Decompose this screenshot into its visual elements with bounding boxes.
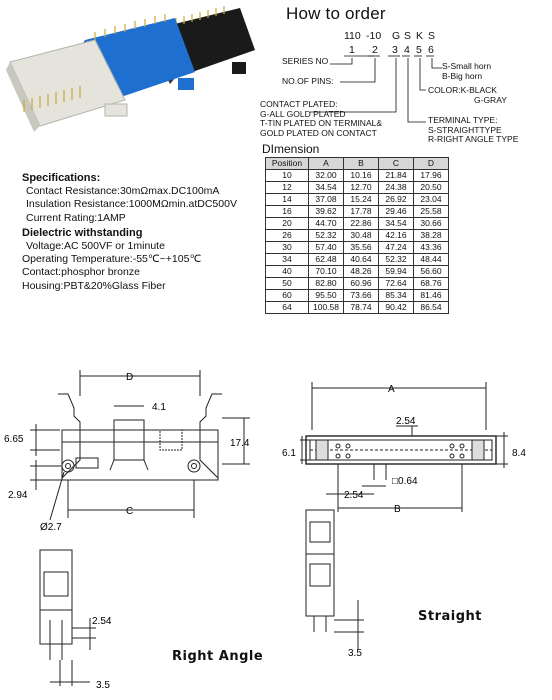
caption-straight: Straight [418, 609, 482, 624]
spec-voltage: Voltage:AC 500VF or 1minute [26, 240, 165, 253]
dimension-cell: 26 [266, 230, 309, 242]
dimension-cell: 59.94 [379, 266, 414, 278]
dimension-cell: 82.80 [309, 278, 344, 290]
label-contact-plated: CONTACT PLATED: G-ALL GOLD PLATED T-TIN PLATED ON TERMINAL& GOLD PLATED ON CONTACT [260, 99, 383, 138]
spec-insulation-resistance: Insulation Resistance:1000MΩmin.atDC500V [26, 198, 237, 211]
dim-label-d2-7: Ø2.7 [40, 522, 62, 533]
spec-operating-temperature: Operating Temperature:-55℃~+105℃ [22, 253, 202, 266]
code-contact: G [392, 30, 401, 42]
dimension-header-row [266, 158, 449, 170]
dimension-cell: 20.50 [414, 182, 449, 194]
dimension-row [266, 278, 449, 290]
dimension-cell: 60.96 [344, 278, 379, 290]
dimension-cell: 85.34 [379, 290, 414, 302]
dimension-cell: 30.48 [344, 230, 379, 242]
dimension-cell: 10.16 [344, 170, 379, 182]
dimension-cell: 73.66 [344, 290, 379, 302]
label-horn: S-Small horn B-Big horn [442, 61, 492, 81]
label-series-no: SERIES NO [282, 56, 329, 66]
dimension-cell: 52.32 [309, 230, 344, 242]
spec-contact-material: Contact:phosphor bronze [22, 266, 140, 279]
dim-label-3-5-straight: 3.5 [348, 648, 362, 659]
dimension-cell: 42.16 [379, 230, 414, 242]
dim-label-2-54-top: 2.54 [396, 416, 416, 427]
dimension-cell: 12 [266, 182, 309, 194]
dim-label-3-5-right: 3.5 [96, 680, 110, 691]
dimension-row [266, 230, 449, 242]
dim-label-d: D [126, 372, 134, 383]
dimension-row [266, 182, 449, 194]
dimension-row [266, 290, 449, 302]
dimension-cell: 17.96 [414, 170, 449, 182]
dimension-cell: 15.24 [344, 194, 379, 206]
dimension-cell: 62.48 [309, 254, 344, 266]
label-terminal-type: TERMINAL TYPE: S-STRAIGHTTYPE R-RIGHT ANGLE TYPE [428, 115, 519, 144]
label-no-of-pins: NO.OF PINS: [282, 76, 334, 86]
dimension-cell: 70.10 [309, 266, 344, 278]
dimension-cell: 95.50 [309, 290, 344, 302]
dimension-row [266, 266, 449, 278]
dimension-cell: 48.44 [414, 254, 449, 266]
how-to-order-title: How to order [286, 4, 386, 23]
index-4: 4 [404, 44, 410, 56]
dimension-cell: 25.58 [414, 206, 449, 218]
dielectric-heading: Dielectric withstanding [22, 226, 143, 239]
index-2: 2 [372, 44, 378, 56]
dim-label-2-54-pitch: 2.54 [344, 490, 364, 501]
dimension-cell: 23.04 [414, 194, 449, 206]
dimension-cell: 52.32 [379, 254, 414, 266]
dimension-cell: 35.56 [344, 242, 379, 254]
dimension-header-cell: D [414, 158, 449, 170]
dimension-cell: 50 [266, 278, 309, 290]
dimension-table [265, 157, 449, 314]
specifications-block [22, 172, 237, 293]
dimension-row [266, 254, 449, 266]
caption-right-angle: Right Angle [172, 649, 264, 664]
dim-label-b: B [394, 504, 401, 515]
dimension-row [266, 194, 449, 206]
dimension-cell: 64 [266, 302, 309, 314]
dim-label-2-54-right: 2.54 [92, 616, 112, 627]
spec-current-rating: Current Rating:1AMP [26, 211, 126, 224]
index-5: 5 [416, 44, 422, 56]
dimension-header-cell: A [309, 158, 344, 170]
dimension-cell: 57.40 [309, 242, 344, 254]
dimension-cell: 38.28 [414, 230, 449, 242]
dimension-cell: 47.24 [379, 242, 414, 254]
dimension-cell: 12.70 [344, 182, 379, 194]
dimension-cell: 56.60 [414, 266, 449, 278]
dimension-cell: 81.46 [414, 290, 449, 302]
dimension-cell: 43.36 [414, 242, 449, 254]
dimension-cell: 90.42 [379, 302, 414, 314]
dimension-cell: 20 [266, 218, 309, 230]
dimension-row [266, 242, 449, 254]
dimension-cell: 34 [266, 254, 309, 266]
straight-drawing [276, 360, 552, 700]
code-terminal: S [404, 30, 412, 42]
dimension-header-cell: B [344, 158, 379, 170]
dimension-cell: 44.70 [309, 218, 344, 230]
dimension-header-cell: Position [266, 158, 309, 170]
dimension-header-cell: C [379, 158, 414, 170]
index-3: 3 [392, 44, 398, 56]
dimension-cell: 26.92 [379, 194, 414, 206]
index-6: 6 [428, 44, 434, 56]
dimension-cell: 21.84 [379, 170, 414, 182]
dimension-cell: 86.54 [414, 302, 449, 314]
dimension-cell: 60 [266, 290, 309, 302]
code-horn: S [428, 30, 436, 42]
dimension-cell: 16 [266, 206, 309, 218]
dimension-cell: 17.78 [344, 206, 379, 218]
dim-label-8-4: 8.4 [512, 448, 526, 459]
code-series: 110 [344, 30, 361, 42]
dimension-cell: 10 [266, 170, 309, 182]
dimension-row [266, 218, 449, 230]
code-color: K [416, 30, 424, 42]
dimension-cell: 72.64 [379, 278, 414, 290]
dimension-cell: 48.26 [344, 266, 379, 278]
specifications-heading: Specifications: [22, 172, 101, 184]
dimension-cell: 100.58 [309, 302, 344, 314]
dim-label-a: A [388, 384, 395, 395]
dimension-cell: 24.38 [379, 182, 414, 194]
dimension-title: DImension [262, 142, 320, 156]
dimension-cell: 40.64 [344, 254, 379, 266]
dimension-cell: 39.62 [309, 206, 344, 218]
spec-contact-resistance: Contact Resistance:30mΩmax.DC100mA [26, 185, 220, 198]
dimension-cell: 37.08 [309, 194, 344, 206]
spec-housing: Housing:PBT&20%Glass Fiber [22, 279, 166, 292]
dim-label-c: C [126, 506, 134, 517]
dimension-cell: 34.54 [309, 182, 344, 194]
dim-label-6-65: 6.65 [4, 434, 24, 445]
index-1: 1 [349, 44, 355, 56]
code-pins: -10 [366, 30, 382, 42]
dimension-row [266, 206, 449, 218]
dimension-cell: 30.66 [414, 218, 449, 230]
dimension-cell: 40 [266, 266, 309, 278]
dim-label-6-1: 6.1 [282, 448, 296, 459]
label-color: COLOR:K-BLACK G-GRAY [428, 85, 507, 105]
dim-label-17-4: 17.4 [230, 438, 250, 449]
dimension-row [266, 302, 449, 314]
dim-label-4-1: 4.1 [152, 402, 166, 413]
dimension-cell: 34.54 [379, 218, 414, 230]
dimension-cell: 14 [266, 194, 309, 206]
dimension-row [266, 170, 449, 182]
product-photo [0, 0, 262, 140]
dim-label-0-64: □0.64 [392, 476, 418, 487]
dimension-cell: 30 [266, 242, 309, 254]
dimension-cell: 68.76 [414, 278, 449, 290]
dim-label-2-94: 2.94 [8, 490, 28, 501]
dimension-cell: 29.46 [379, 206, 414, 218]
dimension-cell: 78.74 [344, 302, 379, 314]
dimension-cell: 32.00 [309, 170, 344, 182]
dimension-cell: 22.86 [344, 218, 379, 230]
